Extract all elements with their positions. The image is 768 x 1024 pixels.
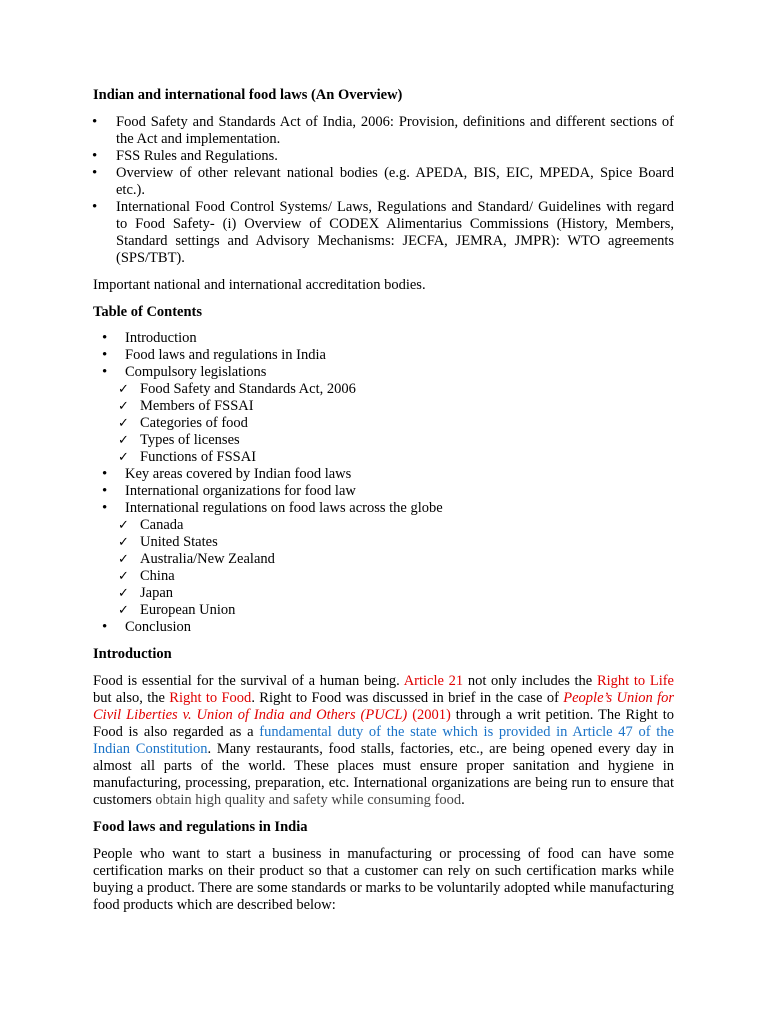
- intro-text: through a writ petition. The Right to Food is also regarded as a: [93, 707, 674, 740]
- quality-safety-phrase: obtain high quality and safety while consuming food: [155, 792, 462, 808]
- right-to-food-link[interactable]: Right to Food: [169, 690, 252, 706]
- toc-sublist-international: [93, 517, 674, 619]
- toc-item-conclusion[interactable]: • Conclusion: [93, 619, 674, 636]
- toc-subitem-members-fssai[interactable]: ✓ Members of FSSAI: [121, 398, 674, 415]
- introduction-paragraph: [93, 673, 674, 809]
- accreditation-line: Important national and international accreditation bodies.: [93, 277, 426, 293]
- toc-subitem-european-union[interactable]: ✓ European Union: [121, 602, 674, 619]
- main-heading: Indian and international food laws (An Overview): [93, 87, 403, 103]
- overview-bullet-list: [93, 114, 674, 267]
- right-to-life-link[interactable]: Right to Life: [596, 673, 674, 689]
- intro-text: not only includes the: [463, 673, 597, 689]
- toc-subitem-types-licenses[interactable]: ✓ Types of licenses: [121, 432, 674, 449]
- toc-item-introduction[interactable]: • Introduction: [93, 330, 674, 347]
- overview-bullet: • Overview of other relevant national bodies (e.g. APEDA, BIS, EIC, MPEDA, Spice Board etc.).: [93, 165, 674, 199]
- intro-text: . Right to Food was discussed in brief in the case of: [251, 690, 564, 706]
- toc-item-international-regulations[interactable]: • International regulations on food laws across the globe: [93, 500, 674, 517]
- toc-subitem-australia-nz[interactable]: ✓ Australia/New Zealand: [121, 551, 674, 568]
- intro-text: . Many restaurants, food stalls, factories, etc., are being opened every day in almost all parts of the world. These places must ensure proper sanitation and hygiene in manufacturing, processing, preparation, etc. International organizations are being run to ensure that customers: [93, 741, 674, 808]
- food-laws-paragraph: People who want to start a business in manufacturing or processing of food can have some certification marks on their product so that a customer can rely on such certification marks while buying a product. There are some standards or marks to be voluntarily adopted while manufacturing food products which are described below:: [93, 846, 674, 913]
- toc-item-international-orgs[interactable]: • International organizations for food law: [93, 483, 674, 500]
- toc-subitem-functions-fssai[interactable]: ✓ Functions of FSSAI: [121, 449, 674, 466]
- toc-subitem-united-states[interactable]: ✓ United States: [121, 534, 674, 551]
- food-laws-heading: Food laws and regulations in India: [93, 819, 308, 835]
- intro-text: but also, the: [93, 690, 170, 706]
- toc-sublist-compulsory: [93, 381, 674, 466]
- toc-list: [93, 330, 674, 636]
- article-21-link[interactable]: Article 21: [403, 673, 464, 689]
- toc-item-key-areas[interactable]: • Key areas covered by Indian food laws: [93, 466, 674, 483]
- document-body: [93, 87, 674, 914]
- toc-heading: Table of Contents: [93, 304, 203, 320]
- intro-text: .: [461, 792, 465, 808]
- pucl-case-link[interactable]: People’s Union for Civil Liberties v. Union of India and Others (PUCL): [93, 690, 674, 723]
- overview-bullet: • FSS Rules and Regulations.: [93, 148, 674, 165]
- toc-subitem-japan[interactable]: ✓ Japan: [121, 585, 674, 602]
- toc-subitem-fssa-2006[interactable]: ✓ Food Safety and Standards Act, 2006: [121, 381, 674, 398]
- toc-subitem-categories-food[interactable]: ✓ Categories of food: [121, 415, 674, 432]
- overview-bullet: • International Food Control Systems/ Laws, Regulations and Standard/ Guidelines with regard to Food Safety- (i) Overview of CODEX Alimentarius Commissions (History, Members, Standard settings and Advisory Mechanisms: JECFA, JEMRA, JMPR): WTO agreements (SPS/TBT).: [93, 199, 674, 267]
- overview-bullet: • Food Safety and Standards Act of India, 2006: Provision, definitions and different sections of the Act and implementation.: [93, 114, 674, 148]
- pucl-case-year[interactable]: (2001): [407, 707, 451, 723]
- toc-subitem-canada[interactable]: ✓ Canada: [121, 517, 674, 534]
- toc-item-compulsory-legislations[interactable]: • Compulsory legislations: [93, 364, 674, 381]
- intro-text: Food is essential for the survival of a human being.: [93, 673, 404, 689]
- toc-subitem-china[interactable]: ✓ China: [121, 568, 674, 585]
- toc-item-food-laws[interactable]: • Food laws and regulations in India: [93, 347, 674, 364]
- fundamental-duty-link[interactable]: fundamental duty of the state which is provided in Article 47 of the Indian Constitution: [93, 724, 674, 757]
- introduction-heading: Introduction: [93, 646, 172, 662]
